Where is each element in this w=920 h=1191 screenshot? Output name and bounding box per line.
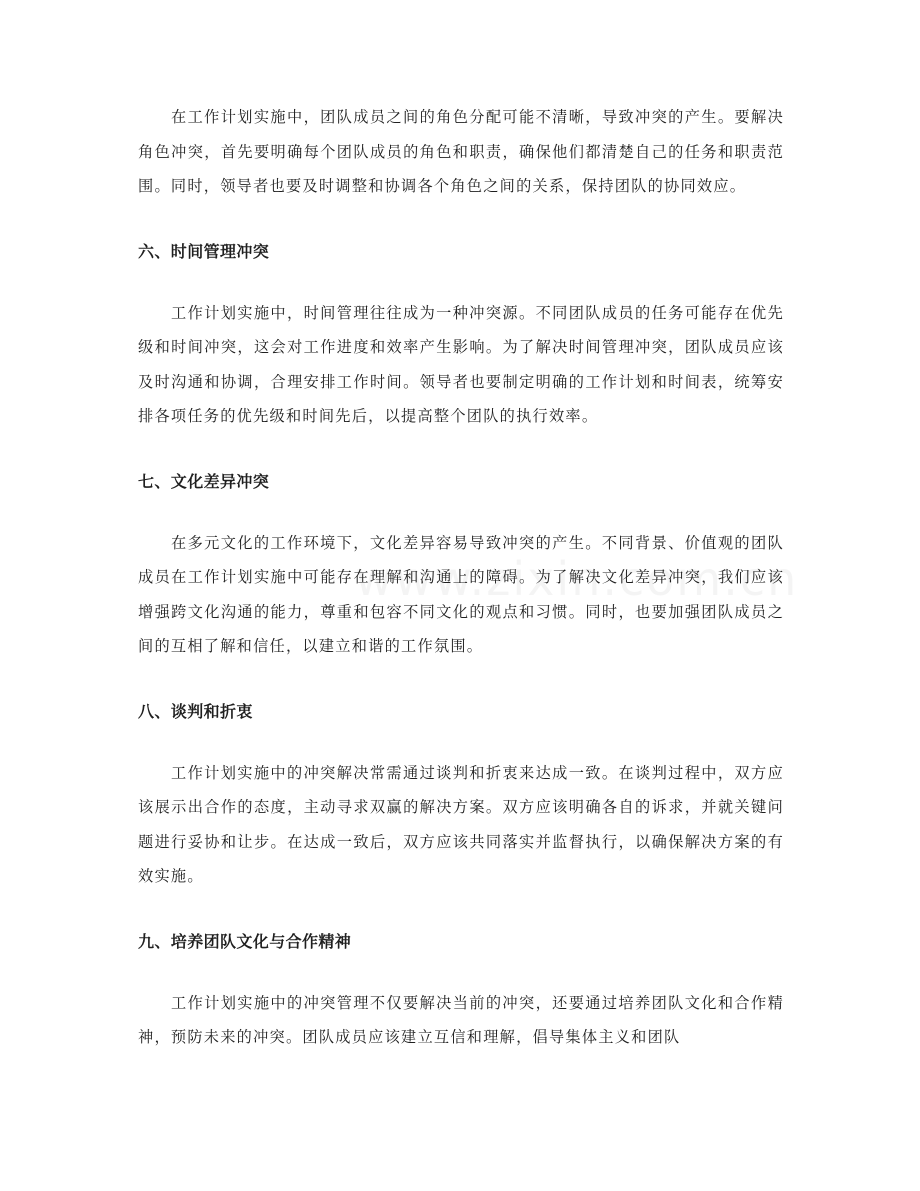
document-page bbox=[138, 100, 784, 1055]
paragraph-time-management-conflict: 工作计划实施中，时间管理往往成为一种冲突源。不同团队成员的任务可能存在优先级和时间冲突，这会对工作进度和效率产生影响。为了解决时间管理冲突，团队成员应该及时沟通和协调，合理安排工作时间。领导者也要制定明确的工作计划和时间表，统筹安排各项任务的优先级和时间先后，以提高整个团队的执行效率。 bbox=[138, 303, 784, 425]
heading-negotiation-compromise: 八、谈判和折衷 bbox=[138, 701, 253, 721]
heading-team-culture-cooperation: 九、培养团队文化与合作精神 bbox=[138, 931, 352, 951]
heading-cultural-difference-conflict: 七、文化差异冲突 bbox=[138, 471, 270, 491]
paragraph-role-conflict: 在工作计划实施中，团队成员之间的角色分配可能不清晰，导致冲突的产生。要解决角色冲突，首先要明确每个团队成员的角色和职责，确保他们都清楚自己的任务和职责范围。同时，领导者也要及时调整和协调各个角色之间的关系，保持团队的协同效应。 bbox=[138, 108, 784, 195]
paragraph-team-culture-cooperation: 工作计划实施中的冲突管理不仅要解决当前的冲突，还要通过培养团队文化和合作精神，预防未来的冲突。团队成员应该建立互信和理解，倡导集体主义和团队 bbox=[138, 993, 784, 1046]
paragraph-negotiation-compromise: 工作计划实施中的冲突解决常需通过谈判和折衷来达成一致。在谈判过程中，双方应该展示出合作的态度，主动寻求双赢的解决方案。双方应该明确各自的诉求，并就关键问题进行妥协和让步。在达成一致后，双方应该共同落实并监督执行，以确保解决方案的有效实施。 bbox=[138, 763, 784, 885]
heading-time-management-conflict: 六、时间管理冲突 bbox=[138, 241, 270, 261]
paragraph-cultural-difference-conflict: 在多元文化的工作环境下，文化差异容易导致冲突的产生。不同背景、价值观的团队成员在工作计划实施中可能存在理解和沟通上的障碍。为了解决文化差异冲突，我们应该增强跨文化沟通的能力，尊重和包容不同文化的观点和习惯。同时，也要加强团队成员之间的互相了解和信任，以建立和谐的工作氛围。 bbox=[138, 533, 784, 655]
